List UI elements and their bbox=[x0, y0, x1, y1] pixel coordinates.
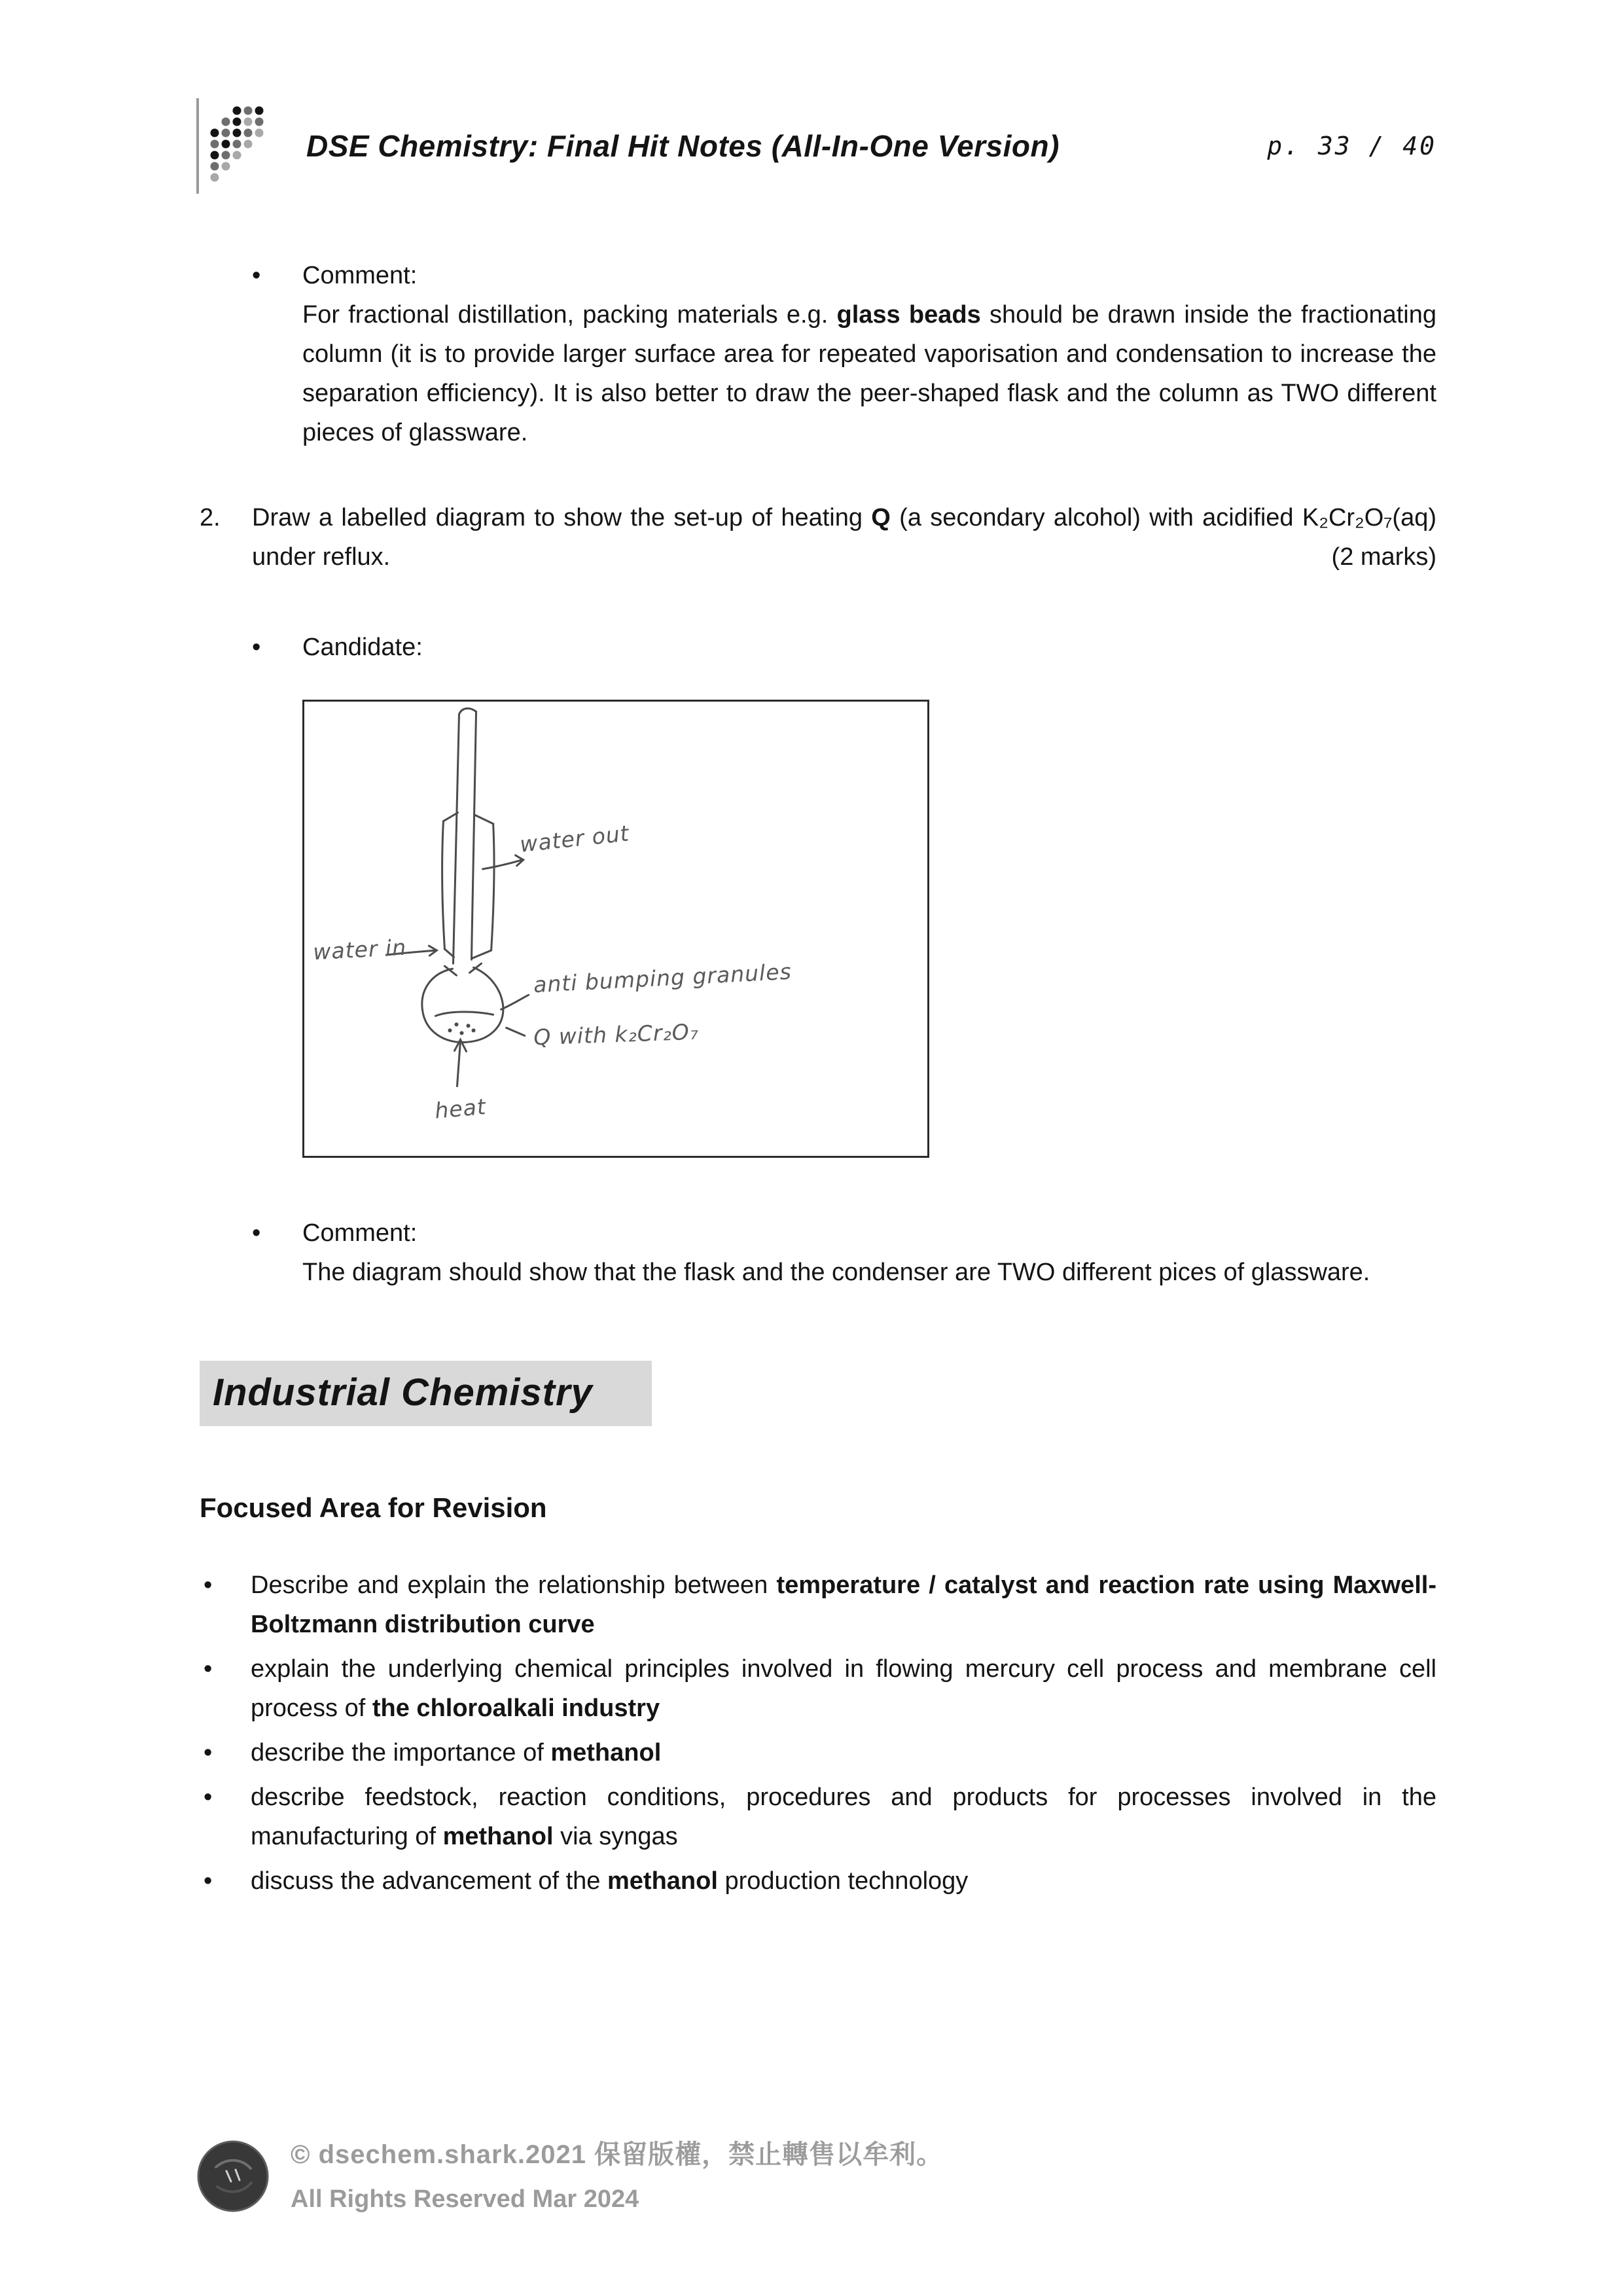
question-number: 2. bbox=[200, 504, 221, 532]
marks-label: (2 marks) bbox=[1331, 543, 1436, 571]
comment-block-1 bbox=[200, 256, 1436, 452]
header-divider bbox=[196, 98, 199, 194]
copyright-line: © dsechem.shark.2021 保留版權，禁止轉售以牟利。 bbox=[291, 2140, 944, 2169]
page-header bbox=[196, 98, 1436, 194]
page-content bbox=[0, 256, 1623, 1901]
dots-logo-icon bbox=[208, 104, 270, 188]
comment-text: For fractional distillation, packing materials e.g. glass beads should be drawn inside the fractionating column (it is to provide larger surface area for repeated vaporisation and condensation to increase the separation efficiency). It is also better to draw the peer-shaped flask and the column as TWO different pieces of glassware. bbox=[302, 301, 1437, 447]
list-item bbox=[200, 1733, 1436, 1772]
focused-area-heading: Focused Area for Revision bbox=[200, 1492, 547, 1523]
candidate-block bbox=[200, 628, 1436, 1158]
bullet-icon: • bbox=[252, 262, 261, 289]
heat-label: heat bbox=[433, 1094, 488, 1124]
list-item bbox=[200, 1778, 1436, 1856]
list-item-text: describe the importance of methanol bbox=[251, 1739, 662, 1767]
list-item-text: discuss the advancement of the methanol production technology bbox=[251, 1867, 969, 1895]
candidate-diagram bbox=[302, 700, 929, 1158]
question-2 bbox=[200, 498, 1436, 577]
list-item-text: explain the underlying chemical principles involved in flowing mercury cell process and membrane cell process of the chloroalkali industry bbox=[251, 1655, 1436, 1723]
granules-label: anti bumping granules bbox=[533, 958, 793, 998]
water-out-arrow bbox=[483, 860, 522, 869]
jacket-right bbox=[491, 824, 494, 950]
focused-area-list bbox=[200, 1566, 1436, 1901]
comment-text: The diagram should show that the flask and the condenser are TWO different pices of glassware. bbox=[302, 1259, 1370, 1287]
page-number: p. 33 / 40 bbox=[1267, 131, 1436, 160]
copyright-text bbox=[291, 2134, 943, 2219]
comment-label: Comment: bbox=[302, 262, 418, 289]
jacket-left bbox=[442, 821, 445, 949]
flask-outline bbox=[422, 967, 503, 1042]
bullet-icon: • bbox=[204, 1655, 213, 1683]
heat-arrow bbox=[457, 1041, 460, 1086]
section-heading bbox=[200, 1361, 1436, 1426]
liquid-line bbox=[435, 1012, 493, 1016]
section-heading-text: Industrial Chemistry bbox=[200, 1361, 652, 1426]
reflux-sketch bbox=[304, 702, 927, 1156]
list-item bbox=[200, 1566, 1436, 1644]
list-item bbox=[200, 1861, 1436, 1901]
bullet-icon: • bbox=[204, 1739, 213, 1767]
bullet-icon: • bbox=[204, 1867, 213, 1895]
bullet-icon: • bbox=[252, 634, 261, 662]
condenser-top bbox=[459, 709, 476, 715]
shark-logo-icon bbox=[196, 2140, 270, 2213]
list-item-text: describe feedstock, reaction conditions, procedures and products for processes involved in the manufacturing of methanol via syngas bbox=[251, 1784, 1436, 1851]
flask-content-label: Q with k₂Cr₂O₇ bbox=[533, 1018, 700, 1050]
rights-line: All Rights Reserved Mar 2024 bbox=[291, 2185, 639, 2213]
comment-label: Comment: bbox=[302, 1219, 418, 1247]
candidate-label: Candidate: bbox=[302, 634, 423, 662]
granule-dots bbox=[448, 1023, 475, 1035]
question-text: Draw a labelled diagram to show the set-up of heating Q (a secondary alcohol) with acidified K₂Cr₂O₇(aq) under reflux. (2 marks) bbox=[252, 498, 1436, 577]
document-title: DSE Chemistry: Final Hit Notes (All-In-One Version) bbox=[306, 128, 1060, 163]
bullet-icon: • bbox=[252, 1219, 261, 1247]
water-in-label: water in bbox=[312, 934, 408, 965]
bullet-icon: • bbox=[204, 1784, 213, 1812]
list-item-text: Describe and explain the relationship between temperature / catalyst and reaction rate using Maxwell-Boltzmann distribution curve bbox=[251, 1571, 1436, 1639]
condenser-tube-right bbox=[472, 712, 476, 960]
water-out-label: water out bbox=[518, 820, 631, 857]
bullet-icon: • bbox=[204, 1571, 213, 1600]
comment-block-2 bbox=[200, 1213, 1436, 1292]
list-item bbox=[200, 1649, 1436, 1728]
page-footer bbox=[196, 2134, 943, 2219]
condenser-tube-left bbox=[453, 715, 459, 964]
